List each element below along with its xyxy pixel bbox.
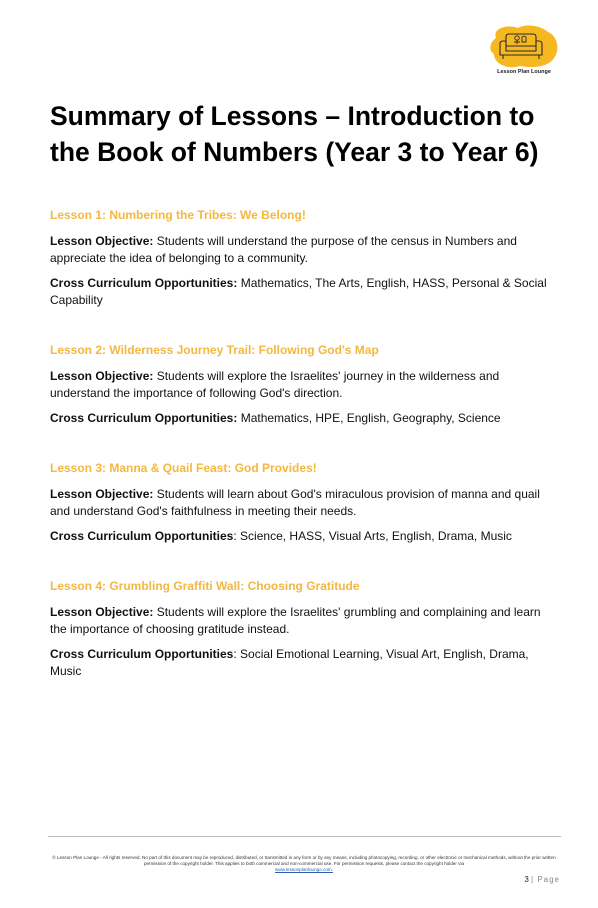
lesson-1 [50, 207, 550, 317]
cross-label: Cross Curriculum Opportunities [50, 276, 234, 290]
lesson-3 [50, 460, 550, 553]
cross-text: Social Emotional Learning, Visual Art, English, Drama, Music [50, 647, 529, 678]
cross-separator: : [233, 411, 238, 425]
footer-copyright [50, 855, 558, 873]
cross-separator: : [233, 529, 237, 543]
cross-label: Cross Curriculum Opportunities [50, 529, 234, 543]
objective-text: Students will learn about God's miraculous provision of manna and quail and understand God's faithfulness in meeting their needs. [50, 487, 540, 518]
footer-divider [48, 836, 561, 837]
cross-text: Mathematics, The Arts, English, HASS, Personal & Social Capability [50, 276, 547, 307]
copyright-text: © Lesson Plan Lounge - All rights reserved. No part of this document may be reproduced, distributed, or transmitted in any form or by any means, including photocopying, recording, or other electronic or mechanical methods, without the prior written permission of the copyright holder. This applies to both commercial and non-commercial use. For permission requests, please contact the copyright holder via [52, 855, 556, 866]
logo-text: Lesson Plan Lounge [497, 69, 551, 75]
cross-label: Cross Curriculum Opportunities [50, 647, 234, 661]
lounge-sofa-icon [486, 24, 562, 70]
cross-curriculum [50, 410, 550, 427]
cross-text: Mathematics, HPE, English, Geography, Science [240, 411, 501, 425]
lesson-heading: Lesson 2: Wilderness Journey Trail: Following God's Map [50, 343, 379, 357]
lesson-objective [50, 368, 550, 402]
cross-separator: : [233, 276, 238, 290]
page-number [500, 875, 560, 884]
lesson-objective [50, 233, 550, 267]
cross-curriculum [50, 528, 550, 545]
cross-curriculum [50, 646, 550, 680]
objective-text: Students will understand the purpose of the census in Numbers and appreciate the idea of belonging to a community. [50, 234, 517, 265]
lesson-2 [50, 342, 550, 435]
cross-label: Cross Curriculum Opportunities [50, 411, 234, 425]
objective-label: Lesson Objective: [50, 487, 154, 501]
cross-separator: : [233, 647, 237, 661]
lesson-objective [50, 486, 550, 520]
objective-text: Students will explore the Israelites' grumbling and complaining and learn the importance of choosing gratitude instead. [50, 605, 541, 636]
objective-label: Lesson Objective: [50, 605, 154, 619]
lesson-heading: Lesson 1: Numbering the Tribes: We Belong! [50, 208, 306, 222]
brand-logo [486, 24, 562, 80]
page-label: | Page [531, 875, 560, 884]
page-number-value: 3 [524, 875, 529, 884]
lesson-objective [50, 604, 550, 638]
objective-text: Students will explore the Israelites' journey in the wilderness and understand the importance of following God's direction. [50, 369, 500, 400]
lesson-heading: Lesson 3: Manna & Quail Feast: God Provides! [50, 461, 317, 475]
lesson-4 [50, 578, 550, 688]
cross-curriculum [50, 275, 550, 309]
page-title: Summary of Lessons – Introduction to the Book of Numbers (Year 3 to Year 6) [50, 101, 539, 167]
objective-label: Lesson Objective: [50, 234, 154, 248]
lesson-heading: Lesson 4: Grumbling Graffiti Wall: Choosing Gratitude [50, 579, 360, 593]
website-link[interactable]: www.lessonplanlounge.com. [275, 867, 333, 872]
cross-text: Science, HASS, Visual Arts, English, Drama, Music [240, 529, 512, 543]
objective-label: Lesson Objective: [50, 369, 154, 383]
